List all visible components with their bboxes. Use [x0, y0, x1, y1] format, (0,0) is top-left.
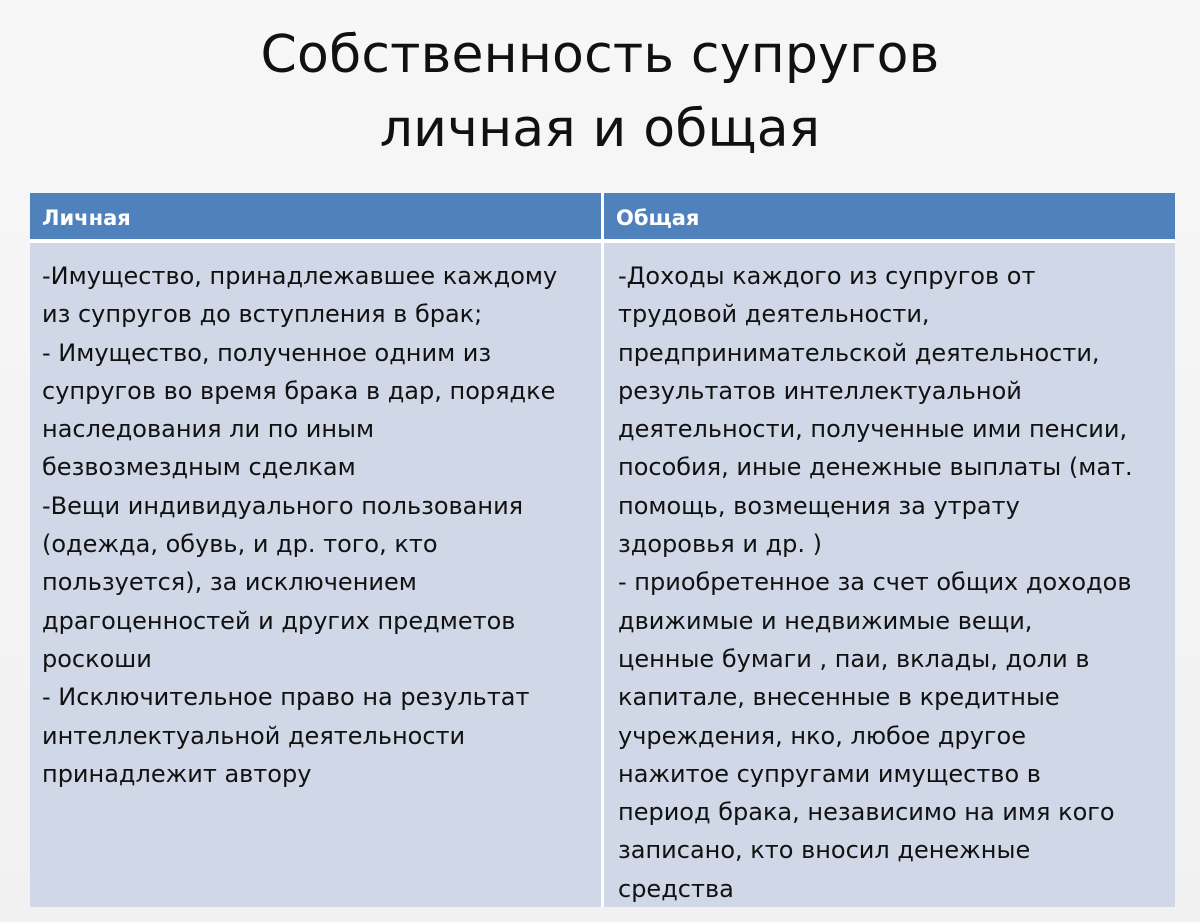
cell-personal [30, 243, 601, 907]
personal-line: принадлежит автору [42, 759, 312, 788]
common-line: трудовой деятельности, [618, 300, 930, 329]
common-line: капитале, внесенные в кредитные [618, 683, 1060, 712]
personal-line: -Вещи индивидуального пользования [42, 491, 524, 520]
common-line: нажитое супругами имущество в [618, 759, 1041, 788]
personal-line: - Исключительное право на результат [42, 683, 530, 712]
header-common: Общая [601, 193, 1175, 243]
property-table [30, 193, 1175, 907]
title-line-2: личная и общая [379, 99, 821, 159]
page-title [0, 18, 1200, 166]
personal-line: роскоши [42, 644, 152, 673]
personal-line: драгоценностей и других предметов [42, 606, 516, 635]
personal-line: супругов во время брака в дар, порядке [42, 376, 556, 405]
personal-line: безвозмездным сделкам [42, 453, 356, 482]
personal-line: - Имущество, полученное одним из [42, 338, 492, 367]
common-line: период брака, независимо на имя кого [618, 798, 1115, 827]
cell-common [601, 243, 1175, 907]
common-line: помощь, возмещения за утрату [618, 491, 1020, 520]
common-line: - приобретенное за счет общих доходов [618, 568, 1132, 597]
common-line: ценные бумаги , паи, вклады, доли в [618, 644, 1090, 673]
personal-line: (одежда, обувь, и др. того, кто [42, 530, 438, 559]
personal-line: наследования ли по иным [42, 415, 375, 444]
common-line: деятельности, полученные ими пенсии, [618, 415, 1128, 444]
common-line: записано, кто вносил денежные [618, 836, 1031, 865]
common-line: учреждения, нко, любое другое [618, 721, 1026, 750]
common-line: предпринимательской деятельности, [618, 338, 1100, 367]
personal-line: из супругов до вступления в брак; [42, 300, 483, 329]
common-line: движимые и недвижимые вещи, [618, 606, 1033, 635]
personal-line: пользуется), за исключением [42, 568, 417, 597]
personal-line: интеллектуальной деятельности [42, 721, 466, 750]
common-line: здоровья и др. ) [618, 530, 822, 559]
header-personal: Личная [30, 193, 601, 243]
common-line: -Доходы каждого из супругов от [618, 262, 1036, 290]
common-line: средства [618, 874, 734, 903]
title-line-1: Собственность супругов [260, 25, 940, 85]
common-line: пособия, иные денежные выплаты (мат. [618, 453, 1133, 482]
common-line: результатов интеллектуальной [618, 376, 1022, 405]
personal-line: -Имущество, принадлежавшее каждому [42, 262, 558, 290]
